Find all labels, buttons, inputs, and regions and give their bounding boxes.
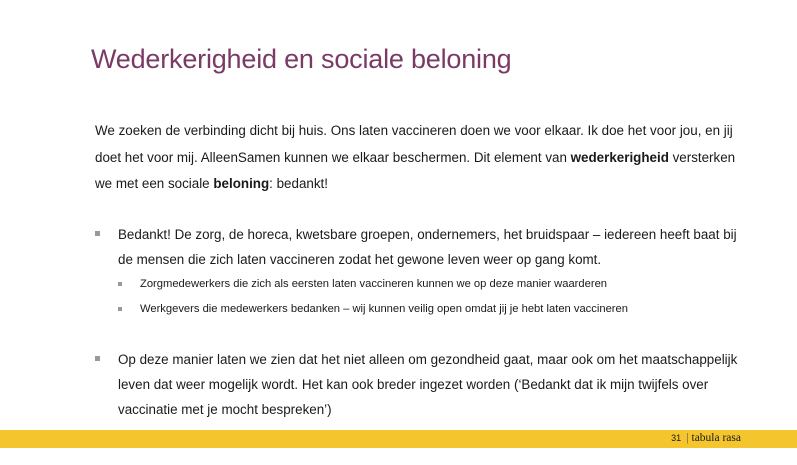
page-number: 31 xyxy=(671,433,682,443)
square-bullet-icon xyxy=(118,282,122,286)
intro-bold-beloning: beloning xyxy=(213,176,270,191)
square-bullet-icon xyxy=(118,307,122,311)
intro-text-2: versterken we met een sociale xyxy=(95,149,736,191)
footer-label xyxy=(671,432,741,444)
sub-bullet-text: Werkgevers die medewerkers bedanken – wij kunnen veilig open omdat jij je hebt laten vaccineren xyxy=(140,303,628,315)
sub-bullet-item-1 xyxy=(118,277,758,291)
bullet-text: Bedankt! De zorg, de horeca, kwetsbare groepen, ondernemers, het bruidspaar – iedereen heeft baat bij de mensen die zich laten vaccineren zodat het gewone leven weer op gang komt. xyxy=(118,227,737,267)
sub-bullet-item-2 xyxy=(118,302,758,316)
footer-separator: | xyxy=(686,432,689,444)
intro-text-1: We zoeken de verbinding dicht bij huis. Ons laten vaccineren doen we voor elkaar. Ik doe het voor jou, en jij doet het voor mij. AlleenSamen kunnen we elkaar beschermen. Dit element van xyxy=(95,123,733,165)
square-bullet-icon xyxy=(95,356,100,361)
intro-text-3: : bedankt! xyxy=(269,176,328,191)
bullet-item-2 xyxy=(95,347,755,422)
square-bullet-icon xyxy=(95,231,100,236)
intro-bold-wederkerigheid: wederkerigheid xyxy=(570,149,669,165)
bullet-text: Op deze manier laten we zien dat het niet alleen om gezondheid gaat, maar ook om het maatschappelijk leven dat weer mogelijk wordt. Het kan ook breder ingezet worden (‘Bedankt dat ik mijn twijfels over vaccinatie met je mocht bespreken’) xyxy=(118,352,738,417)
bullet-item-1 xyxy=(95,222,755,272)
sub-bullet-text: Zorgmedewerkers die zich als eersten laten vaccineren kunnen we op deze manier waarderen xyxy=(140,278,608,290)
intro-paragraph xyxy=(95,118,755,198)
brand-name: tabula rasa xyxy=(691,432,741,444)
slide-title: Wederkerigheid en sociale beloning xyxy=(91,44,512,74)
